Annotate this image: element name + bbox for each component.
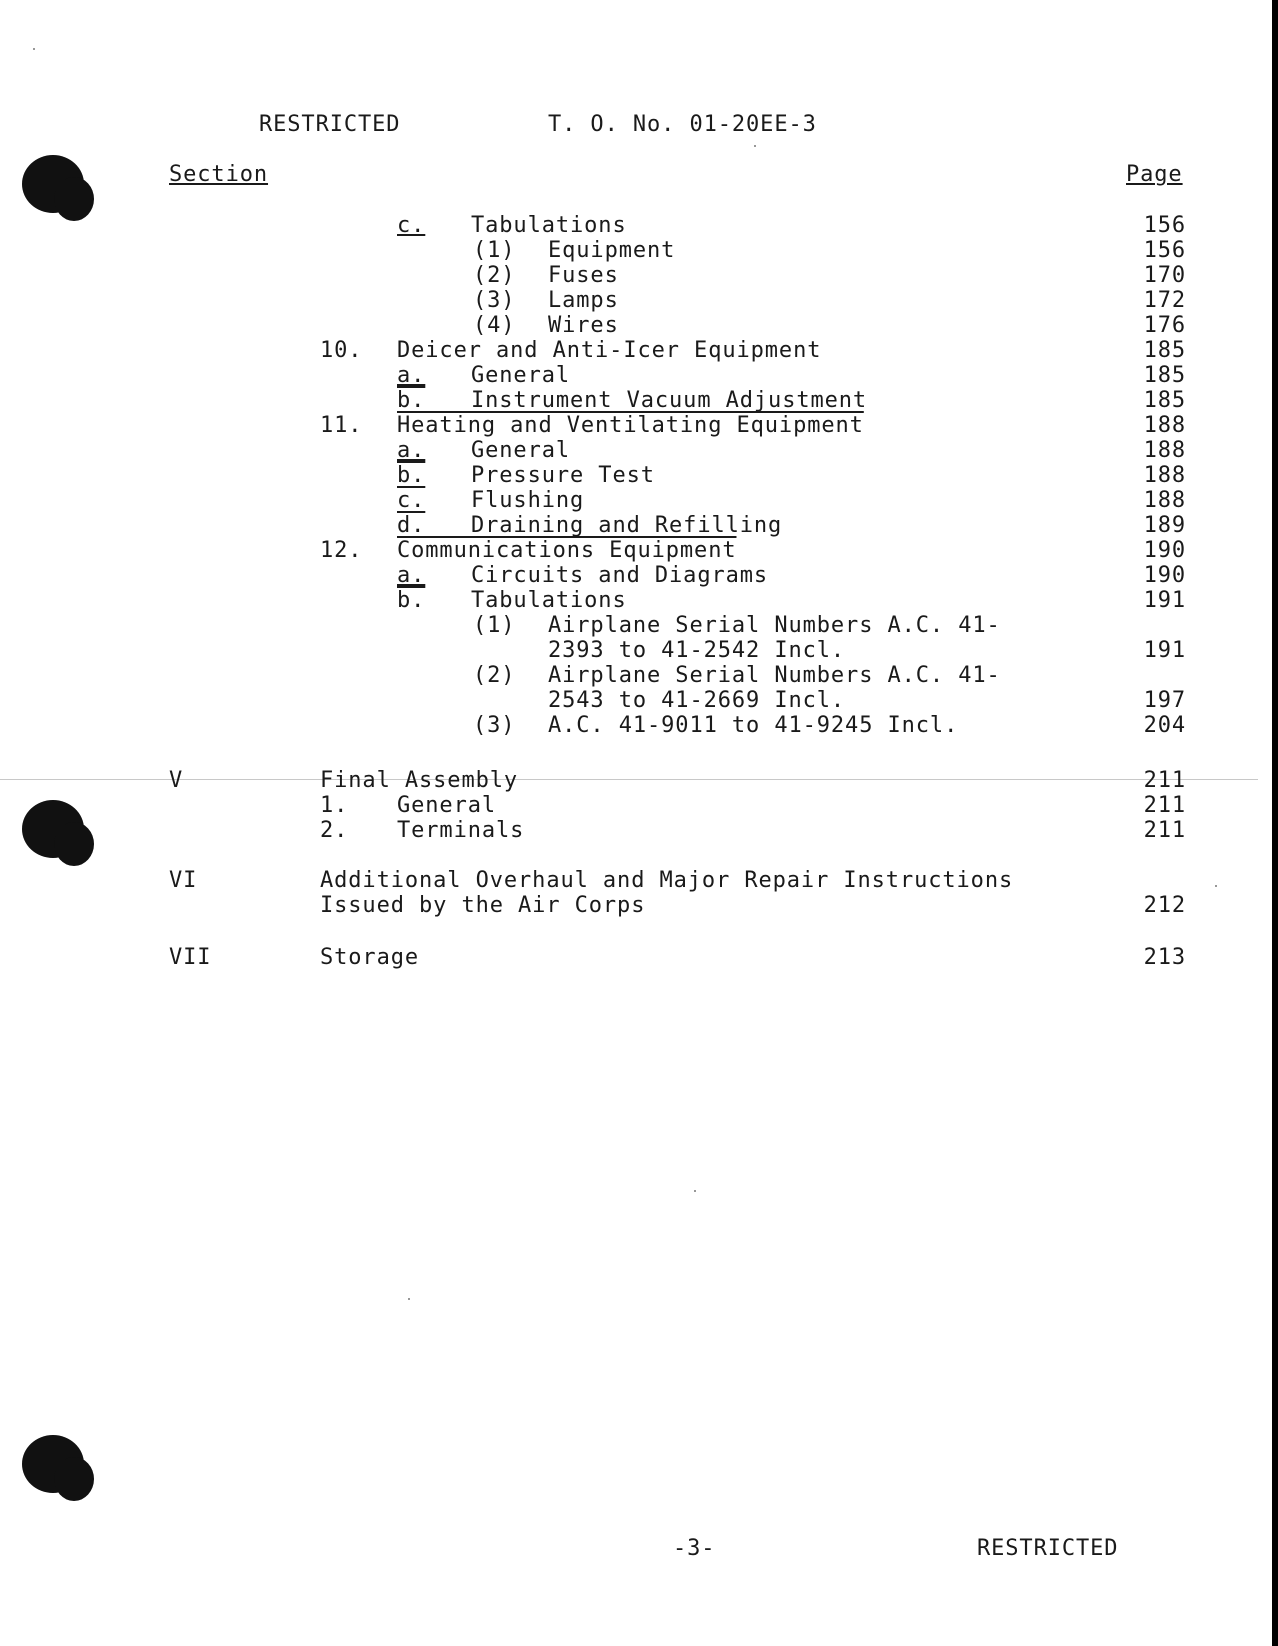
toc-mark: a. [397,438,426,463]
toc-page: 188 [1143,413,1186,438]
footer-classification: RESTRICTED [977,1536,1119,1561]
toc-page: 172 [1143,288,1186,313]
speck [408,1298,410,1300]
toc-page: 156 [1143,238,1186,263]
toc-title: Heating and Ventilating Equipment [397,413,864,438]
toc-page: 170 [1143,263,1186,288]
punch-hole-bottom [22,1435,92,1505]
toc-title: A.C. 41-9011 to 41-9245 Incl. [548,713,959,738]
punch-hole-middle [22,800,92,870]
toc-title: Flushing [471,488,585,513]
toc-title-line2: 2393 to 41-2542 Incl. [548,638,846,663]
toc-mark: VI [169,868,198,893]
toc-mark: (3) [473,713,516,738]
toc-title: General [397,793,497,818]
toc-page: 204 [1143,713,1186,738]
toc-mark: (1) [473,238,516,263]
toc-mark: 12. [320,538,363,563]
toc-mark: a. [397,563,426,588]
toc-page: 191 [1143,588,1186,613]
toc-page: 188 [1143,488,1186,513]
toc-title: Circuits and Diagrams [471,563,769,588]
toc-title-line2: Issued by the Air Corps [320,893,646,918]
toc-page: 188 [1143,463,1186,488]
toc-page: 185 [1143,363,1186,388]
toc-title: Equipment [548,238,676,263]
toc-title: General [471,438,571,463]
toc-title: Fuses [548,263,619,288]
toc-mark: (2) [473,663,516,688]
toc-page: 190 [1143,538,1186,563]
toc-title: Wires [548,313,619,338]
toc-mark: a. [397,363,426,388]
scan-line [0,779,1258,780]
toc-mark: 10. [320,338,363,363]
toc-page: 212 [1143,893,1186,918]
toc-mark: 2. [320,818,349,843]
column-heading-page: Page [1126,162,1183,187]
toc-mark: b. [397,463,426,488]
toc-page: 156 [1143,213,1186,238]
toc-mark: d. [397,513,426,538]
toc-mark: 1. [320,793,349,818]
toc-title-line1: Airplane Serial Numbers A.C. 41- [548,613,1001,638]
toc-mark: b. [397,588,426,613]
speck [1215,885,1217,887]
toc-title: Lamps [548,288,619,313]
toc-page: 190 [1143,563,1186,588]
toc-page: 176 [1143,313,1186,338]
toc-title-line1: Airplane Serial Numbers A.C. 41- [548,663,1001,688]
toc-title: Storage [320,945,420,970]
toc-title-line2: 2543 to 41-2669 Incl. [548,688,846,713]
footer-page-number: -3- [673,1536,716,1561]
toc-mark: (4) [473,313,516,338]
toc-page: 185 [1143,388,1186,413]
toc-page: 185 [1143,338,1186,363]
toc-mark: (1) [473,613,516,638]
toc-mark: VII [169,945,212,970]
toc-page: 191 [1143,638,1186,663]
toc-page: 197 [1143,688,1186,713]
header-doc-number: T. O. No. 01-20EE-3 [548,112,817,137]
toc-page: 211 [1143,768,1186,793]
speck [754,145,756,147]
toc-title: Tabulations [471,213,627,238]
toc-mark: c. [397,488,426,513]
toc-title: Tabulations [471,588,627,613]
toc-page: 189 [1143,513,1186,538]
toc-page: 211 [1143,818,1186,843]
toc-title: Draining and Refilling [471,513,783,538]
toc-title: Deicer and Anti-Icer Equipment [397,338,822,363]
toc-mark: (2) [473,263,516,288]
toc-title: Communications Equipment [397,538,737,563]
column-heading-section: Section [169,162,269,187]
toc-title: General [471,363,571,388]
punch-hole-top [22,155,92,225]
header-classification: RESTRICTED [259,112,401,137]
toc-mark: b. [397,388,426,413]
toc-title: Final Assembly [320,768,519,793]
toc-mark: c. [397,213,426,238]
speck [694,1190,696,1192]
toc-page: 211 [1143,793,1186,818]
toc-page: 213 [1143,945,1186,970]
toc-mark: V [169,768,184,793]
speck [33,48,35,50]
page-edge-border [1272,0,1278,1646]
toc-mark: 11. [320,413,363,438]
toc-title: Terminals [397,818,525,843]
toc-mark: (3) [473,288,516,313]
toc-page: 188 [1143,438,1186,463]
toc-title: Pressure Test [471,463,655,488]
toc-title-line1: Additional Overhaul and Major Repair Instructions [320,868,1014,893]
toc-title: Instrument Vacuum Adjustment [471,388,868,413]
